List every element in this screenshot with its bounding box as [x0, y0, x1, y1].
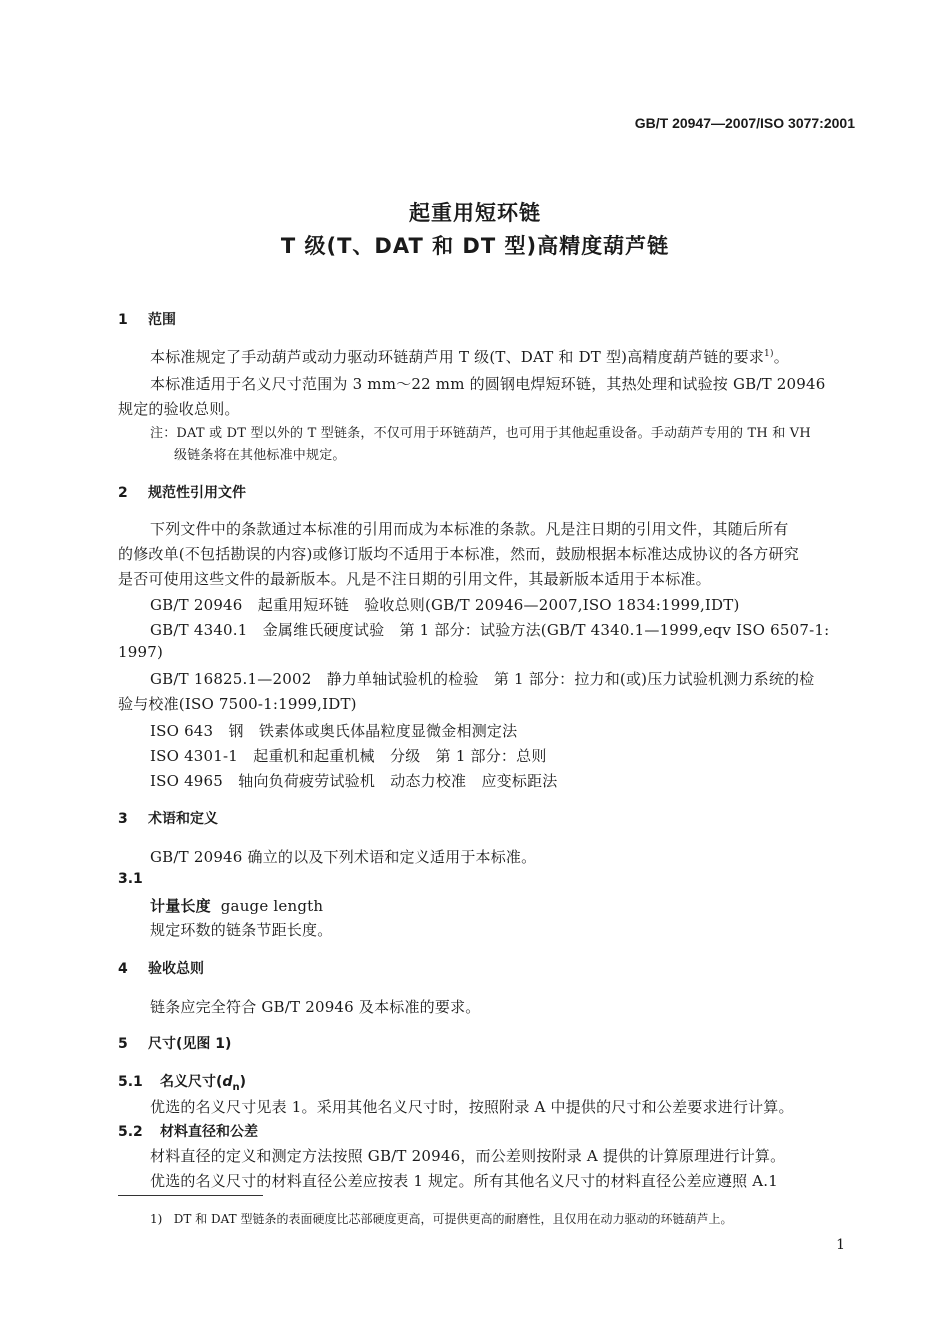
section-title: 范围 — [148, 312, 176, 328]
paragraph-line: 优选的名义尺寸的材料直径公差应按表 1 规定。所有其他名义尺寸的材料直径公差应遵照 A.1 — [150, 1172, 778, 1190]
section-number: 3 — [118, 811, 128, 827]
section-title: 规范性引用文件 — [148, 485, 246, 501]
section-1-heading — [118, 309, 176, 329]
term-english: gauge length — [220, 897, 324, 915]
paragraph-line: 优选的名义尺寸见表 1。采用其他名义尺寸时，按照附录 A 中提供的尺寸和公差要求进行计算。 — [150, 1098, 794, 1116]
footnote-text: DT 和 DAT 型链条的表面硬度比芯部硬度更高，可提供更高的耐磨性，且仅用在动力驱动的环链葫芦上。 — [173, 1212, 733, 1226]
text: 。 — [773, 348, 789, 366]
note-line: 注：DAT 或 DT 型以外的 T 型链条，不仅可用于环链葫芦，也可用于其他起重设备。手动葫芦专用的 TH 和 VH — [150, 426, 811, 441]
term-line — [150, 895, 323, 916]
subsection-number: 5.2 — [118, 1124, 143, 1140]
note-line: 级链条将在其他标准中规定。 — [174, 448, 346, 463]
footnote-ref: 1) — [764, 349, 774, 359]
section-number: 5 — [118, 1036, 128, 1052]
footnote — [150, 1210, 733, 1227]
title-line-2: T 级(T、DAT 和 DT 型)高精度葫芦链 — [280, 234, 670, 258]
definition: 规定环数的链条节距长度。 — [150, 921, 333, 939]
section-title: 验收总则 — [148, 961, 204, 977]
subsection-title: 材料直径和公差 — [160, 1124, 258, 1140]
section-title: 尺寸(见图 1) — [148, 1036, 232, 1052]
reference-item: GB/T 16825.1—2002 静力单轴试验机的检验 第 1 部分：拉力和(或)压力试验机测力系统的检 — [150, 670, 815, 688]
symbol-subscript: n — [232, 1081, 240, 1093]
paragraph — [150, 346, 789, 367]
reference-item: ISO 4301-1 起重机和起重机械 分级 第 1 部分：总则 — [150, 747, 547, 765]
reference-item: GB/T 20946 起重用短环链 验收总则(GB/T 20946—2007,ISO 1834:1999,IDT) — [150, 596, 740, 614]
symbol: d — [222, 1074, 233, 1090]
term: 计量长度 — [150, 897, 211, 915]
paragraph-line: 是否可使用这些文件的最新版本。凡是不注日期的引用文件，其最新版本适用于本标准。 — [118, 570, 711, 588]
section-number: 1 — [118, 312, 128, 328]
section-2-heading — [118, 482, 246, 502]
page-number: 1 — [836, 1237, 845, 1253]
subsection-5-2-heading — [118, 1121, 258, 1141]
footnote-rule — [118, 1195, 263, 1196]
footnote-mark: 1) — [150, 1212, 163, 1226]
section-number: 4 — [118, 961, 128, 977]
section-number: 2 — [118, 485, 128, 501]
paragraph-line: 的修改单(不包括勘误的内容)或修订版均不适用于本标准，然而，鼓励根据本标准达成协议的各方研究 — [118, 545, 799, 563]
reference-item-cont: 1997) — [118, 643, 164, 661]
paragraph-line: 下列文件中的条款通过本标准的引用而成为本标准的条款。凡是注日期的引用文件，其随后所有 — [150, 520, 789, 538]
section-title: 术语和定义 — [148, 811, 218, 827]
reference-item: GB/T 4340.1 金属维氏硬度试验 第 1 部分：试验方法(GB/T 4340.1—1999,eqv ISO 6507-1: — [150, 621, 830, 639]
paragraph-line: 材料直径的定义和测定方法按照 GB/T 20946，而公差则按附录 A 提供的计算原理进行计算。 — [150, 1147, 786, 1165]
standard-number: GB/T 20947—2007/ISO 3077:2001 — [634, 115, 855, 131]
text: ) — [239, 1074, 246, 1090]
title-line-1: 起重用短环链 — [409, 201, 541, 225]
subsection-number: 5.1 — [118, 1074, 143, 1090]
text: 本标准规定了手动葫芦或动力驱动环链葫芦用 T 级(T、DAT 和 DT 型)高精度葫芦链的要求 — [150, 348, 765, 366]
paragraph-line: GB/T 20946 确立的以及下列术语和定义适用于本标准。 — [150, 848, 537, 866]
reference-item-cont: 验与校准(ISO 7500-1:1999,IDT) — [118, 695, 357, 713]
section-3-heading — [118, 808, 218, 828]
reference-item: ISO 4965 轴向负荷疲劳试验机 动态力校准 应变标距法 — [150, 772, 558, 790]
subsection-number: 3.1 — [118, 871, 143, 887]
subsection-5-1-heading — [118, 1071, 246, 1093]
paragraph-line: 规定的验收总则。 — [118, 400, 240, 418]
subsection-title: 名义尺寸( — [160, 1074, 223, 1090]
reference-item: ISO 643 钢 铁素体或奥氏体晶粒度显微金相测定法 — [150, 722, 518, 740]
paragraph-line: 链条应完全符合 GB/T 20946 及本标准的要求。 — [150, 998, 481, 1016]
section-4-heading — [118, 958, 204, 978]
section-5-heading — [118, 1033, 231, 1053]
paragraph-line: 本标准适用于名义尺寸范围为 3 mm～22 mm 的圆钢电焊短环链，其热处理和试验按 GB/T 20946 — [150, 375, 826, 393]
